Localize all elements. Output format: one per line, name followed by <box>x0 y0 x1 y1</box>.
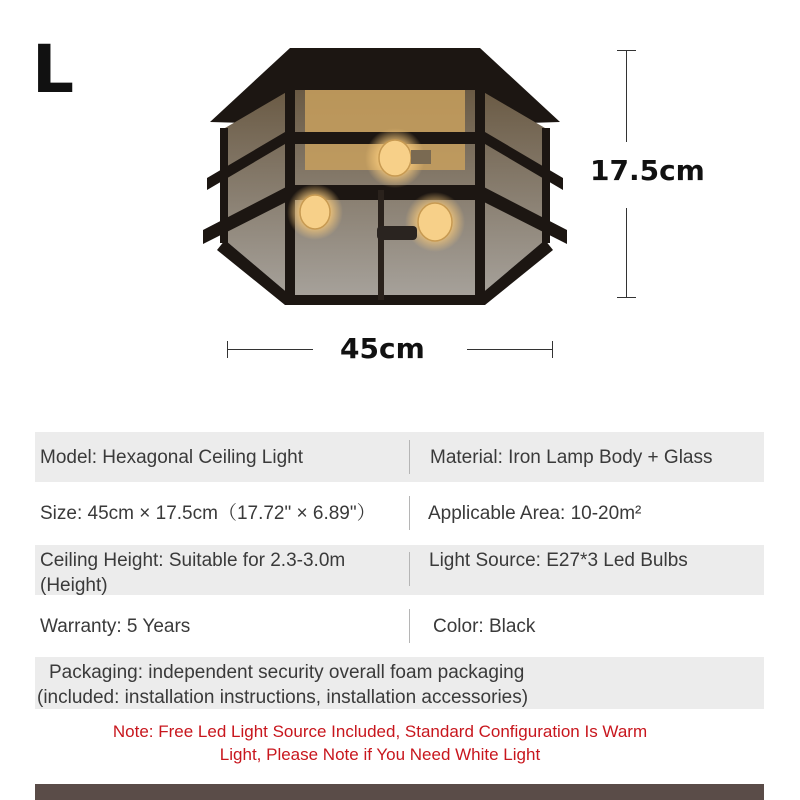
spec-ceiling-height-note: (Height) <box>40 575 108 596</box>
spec-applicable-area: Applicable Area: 10-20m² <box>428 502 642 524</box>
height-dimension-label: 17.5cm <box>590 154 705 187</box>
size-label: L <box>32 31 75 108</box>
note-line-1: Note: Free Led Light Source Included, Standard Configuration Is Warm <box>112 722 648 741</box>
width-dimension-label: 45cm <box>340 332 425 365</box>
width-dimension-line-left <box>227 349 313 350</box>
spec-material: Material: Iron Lamp Body + Glass <box>430 446 713 468</box>
width-dimension-line-right <box>467 349 553 350</box>
height-dimension-cap-bottom <box>617 297 636 298</box>
spec-model: Model: Hexagonal Ceiling Light <box>40 446 303 468</box>
spec-divider <box>409 552 410 586</box>
spec-divider <box>409 609 410 643</box>
bottom-banner-strip <box>35 784 764 800</box>
spec-row-packaging <box>35 657 764 709</box>
spec-divider <box>409 440 410 474</box>
spec-divider <box>409 496 410 530</box>
spec-row-model <box>35 432 764 482</box>
hexagonal-ceiling-light-image <box>195 40 575 310</box>
width-dimension-cap-right <box>552 341 553 358</box>
spec-color: Color: Black <box>433 615 536 637</box>
height-dimension-line-top <box>626 50 627 142</box>
note-line-2: Light, Please Note if You Need White Light <box>219 745 541 764</box>
spec-packaging: Packaging: independent security overall foam packaging <box>49 662 525 683</box>
spec-packaging-included: (included: installation instructions, installation accessories) <box>37 687 529 708</box>
spec-ceiling-height: Ceiling Height: Suitable for 2.3-3.0m <box>40 550 346 571</box>
spec-size: Size: 45cm × 17.5cm（17.72" × 6.89"） <box>40 502 376 524</box>
spec-warranty: Warranty: 5 Years <box>40 615 191 637</box>
spec-row-warranty <box>35 601 764 651</box>
height-dimension-line-bottom <box>626 208 627 298</box>
spec-row-size <box>35 488 764 538</box>
spec-row-ceiling-height <box>35 545 764 595</box>
spec-light-source: Light Source: E27*3 Led Bulbs <box>429 550 688 571</box>
